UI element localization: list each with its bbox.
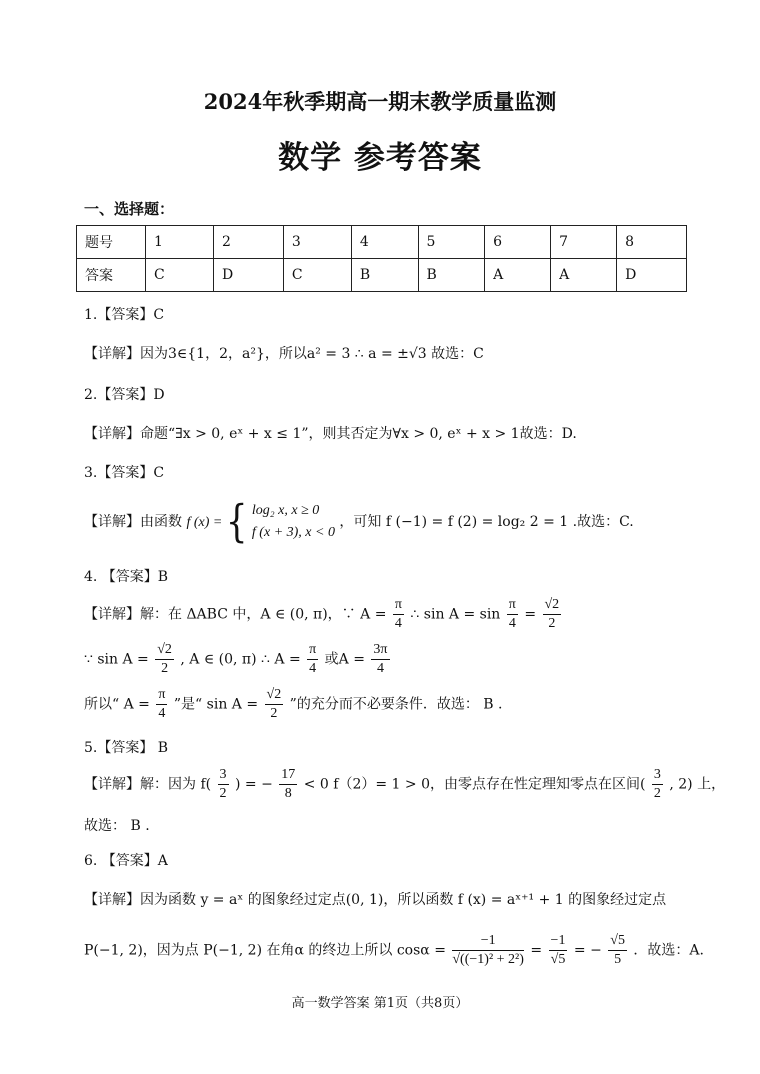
fraction: $\frac{-1}{√5}$ xyxy=(550,933,566,967)
fraction: $\frac{17}{8}$ xyxy=(281,767,296,801)
q4-answer: 4. 【答案】B xyxy=(84,569,169,585)
q4-detail-line1 xyxy=(84,596,563,633)
fraction: $\frac{3}{2}$ xyxy=(653,767,661,801)
table-row xyxy=(77,226,687,259)
q5-text: , 2) 上， xyxy=(669,776,726,793)
q4-text: ∴ sin A = sin xyxy=(410,606,501,623)
table-cell: C xyxy=(283,259,351,292)
table-cell: 8 xyxy=(617,226,687,259)
answer-table xyxy=(76,225,687,292)
q4-text: 或A = xyxy=(324,651,365,668)
table-cell: 7 xyxy=(551,226,617,259)
fraction: $\frac{-1}{\text{√((−1)² + 2²)}}$ xyxy=(452,933,524,967)
table-cell: 4 xyxy=(351,226,418,259)
table-cell: 题号 xyxy=(77,226,146,259)
q6-line2 xyxy=(84,932,704,969)
table-cell: D xyxy=(617,259,687,292)
q5-text: 【详解】解：因为 f( xyxy=(84,776,212,793)
table-cell: 5 xyxy=(418,226,485,259)
table-cell: B xyxy=(351,259,418,292)
q4-text: ”是“ sin A = xyxy=(173,696,259,713)
table-cell: A xyxy=(551,259,617,292)
fraction: $\frac{√2}{2}$ xyxy=(544,597,560,631)
table-cell: B xyxy=(418,259,485,292)
page-subtitle: 数学 参考答案 xyxy=(278,140,482,176)
q5-text: ) = − xyxy=(235,776,273,793)
table-cell: C xyxy=(146,259,214,292)
q2-detail: 【详解】命题“∃x > 0, eˣ + x ≤ 1”，则其否定为∀x > 0, eˣ + x > 1故选：D. xyxy=(84,426,577,442)
q2-answer: 2.【答案】D xyxy=(84,387,165,403)
q6-text: P(−1, 2)，因为点 P(−1, 2) 在角α 的终边上所以 cosα = xyxy=(84,942,446,959)
q4-text: , A ∈ (0, π) ∴ A = xyxy=(180,651,301,668)
page-footer: 高一数学答案 第1页（共8页） xyxy=(291,996,469,1011)
q4-text: 【详解】解：在 ΔABC 中，A ∈ (0, π)，∵ A = xyxy=(84,606,387,623)
fraction: $\frac{√2}{2}$ xyxy=(157,642,172,676)
table-cell: 6 xyxy=(485,226,551,259)
case-2: f (x + 3), x < 0 xyxy=(251,525,335,540)
q4-detail-line3 xyxy=(84,686,502,723)
q6-text: = xyxy=(530,942,543,959)
q5-answer: 5.【答案】 B xyxy=(84,740,169,756)
q4-text: 所以“ A = xyxy=(84,696,150,713)
fraction: $\frac{√5}{5}$ xyxy=(610,933,625,967)
page-title: 2024年秋季期高一期末教学质量监测 xyxy=(203,89,557,114)
q4-text: = xyxy=(524,606,537,623)
fraction: $\frac{3\pi}{4}$ xyxy=(373,642,388,676)
fraction: $\frac{3}{2}$ xyxy=(219,767,227,801)
q5-choose: 故选： B . xyxy=(84,818,150,834)
q3-detail-suffix: ，可知 f (−1) = f (2) = log₂ 2 = 1 .故选：C. xyxy=(339,514,634,530)
piecewise-cases xyxy=(252,500,335,544)
table-cell: 2 xyxy=(214,226,284,259)
q3-answer: 3.【答案】C xyxy=(84,465,165,481)
table-cell: D xyxy=(214,259,284,292)
table-row xyxy=(77,259,687,292)
section-heading: 一、选择题： xyxy=(84,200,175,218)
q5-text: < 0 f（2）= 1 > 0，由零点存在性定理知零点在区间( xyxy=(303,776,646,793)
q6-text: = − xyxy=(573,942,602,959)
q4-text: ∵ sin A = xyxy=(84,651,149,668)
q6-line1: 【详解】因为函数 y = aˣ 的图象经过定点(0, 1)，所以函数 f (x) = aˣ⁺¹ + 1 的图象经过定点 xyxy=(84,892,667,908)
table-cell: 1 xyxy=(146,226,214,259)
q1-answer: 1.【答案】C xyxy=(84,307,165,323)
q5-detail xyxy=(84,766,725,803)
q6-answer: 6. 【答案】A xyxy=(84,853,168,869)
table-cell: 答案 xyxy=(77,259,146,292)
brace-symbol: { xyxy=(225,496,248,548)
table-cell: A xyxy=(485,259,551,292)
q3-detail: 【详解】由函数 f (x) = { log₂ x, x ≥ 0 f (x + 3), x < 0 ，可知 f (−1) = f (2) = log₂ 2 = 1 .故选：C. xyxy=(84,496,634,548)
q4-detail-line2 xyxy=(84,641,392,678)
fraction: $\frac{\pi}{4}$ xyxy=(508,597,516,631)
q1-detail: 【详解】因为3∈{1，2，a²}，所以a² = 3 ∴ a = ±√3 故选：C xyxy=(84,346,484,362)
q6-text: ．故选：A. xyxy=(633,942,704,959)
q4-text: ”的充分而不必要条件．故选： B . xyxy=(289,696,503,713)
q3-detail-prefix: 【详解】由函数 xyxy=(84,514,182,530)
fraction: $\frac{√2}{2}$ xyxy=(266,687,282,721)
case-1: log₂ x, x ≥ 0 xyxy=(251,503,320,518)
fraction: $\frac{\pi}{4}$ xyxy=(394,597,402,631)
fraction: $\frac{\pi}{4}$ xyxy=(158,687,166,721)
fraction: $\frac{\pi}{4}$ xyxy=(309,642,317,676)
table-cell: 3 xyxy=(283,226,351,259)
